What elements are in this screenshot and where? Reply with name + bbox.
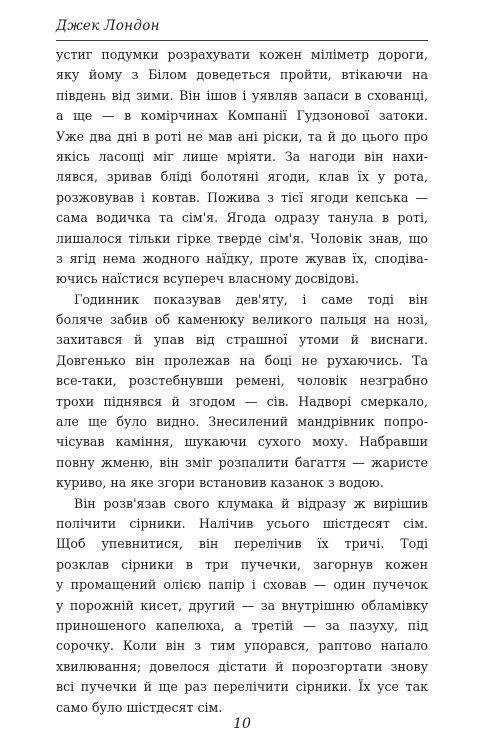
text-line: трохи піднявся й згодом — сів. Надворі смеркало,: [56, 393, 428, 409]
text-line: ючись наїстися всупереч власному досвідові.: [56, 271, 359, 287]
body-text: [56, 45, 428, 718]
text-line: боляче забив об каменюку великого пальця на нозі,: [56, 312, 428, 328]
paragraph: [56, 45, 428, 290]
text-line: полічити сірники. Налічив усього шістдесят сім.: [56, 515, 428, 531]
page-number: 10: [233, 716, 251, 732]
header-divider: [56, 40, 428, 41]
text-line: сорочку. Коли він з тим упорався, раптово напало: [56, 638, 428, 654]
text-line: чісував каміння, шукаючи сухого моху. Набравши: [56, 434, 428, 450]
text-line: хвилювання; довелося дістати й порозгортати знову: [56, 658, 428, 674]
text-line: Довгенько він пролежав на боці не рухаючись. Та: [56, 352, 428, 368]
paragraph: [56, 290, 428, 494]
text-line: сама водичка та сім'я. Ягода одразу танула в роті,: [56, 210, 428, 226]
text-line: якісь ласощі міг лише мріяти. За нагоди він нахи-: [56, 148, 428, 164]
text-line: але ще було видно. Знесилений мандрівник попро-: [56, 414, 428, 430]
book-author-header: Джек Лондон: [56, 18, 160, 34]
text-line: розжовував і ковтав. Пожива з тієї ягоди кепська —: [56, 189, 428, 205]
text-line: само було шістдесят сім.: [56, 699, 223, 715]
text-line: приношеного капелюха, а третій — за пазуху, під: [56, 617, 428, 633]
text-line: Годинник показував дев'яту, і саме тоді він: [74, 291, 428, 307]
text-line: південь від зими. Він ішов і уявляв запаси в схованці,: [56, 87, 428, 103]
text-line: у промащений олією папір і сховав — один пучечок: [56, 577, 428, 593]
text-line: а ще — в комірчинах Компанії Гудзонової затоки.: [56, 108, 428, 124]
text-line: з ягід нема жодного наїдку, проте жував їх, сподіва-: [56, 250, 428, 266]
text-line: повну жменю, він зміг розпалити багаття — жаристе: [56, 454, 428, 470]
text-line: яку йому з Білом доведеться пройти, втікаючи на: [56, 67, 428, 83]
text-line: лишалося тільки гірке тверде сім'я. Чоловік знав, що: [56, 230, 428, 246]
text-line: Уже два дні в роті не мав ані ріски, та й до цього про: [56, 128, 428, 144]
text-line: всі пучечки й ще раз перелічити сірники. Їх усе так: [56, 679, 428, 695]
text-line: устиг подумки розрахувати кожен міліметр дороги,: [56, 47, 428, 62]
text-line: у порожній кисет, другий — за внутрішню обламівку: [56, 597, 428, 613]
paragraph: [56, 494, 428, 718]
running-header: [56, 14, 428, 42]
text-line: все-таки, розстебнувши ремені, чоловік незграбно: [56, 373, 428, 389]
text-line: куриво, на яке згори встановив казанок з водою.: [56, 475, 384, 491]
text-line: лявся, зривав бліді болотяні ягоди, клав їх у рота,: [56, 169, 428, 185]
text-line: розклав сірники в три пучечки, загорнув кожен: [56, 556, 428, 572]
text-line: захитався й упав від страшної утоми й виснаги.: [56, 332, 428, 348]
text-line: Він розв'язав свого клумака й відразу ж вирішив: [74, 495, 428, 511]
text-line: Щоб упевнитися, він перелічив їх тричі. Тоді: [56, 536, 428, 552]
